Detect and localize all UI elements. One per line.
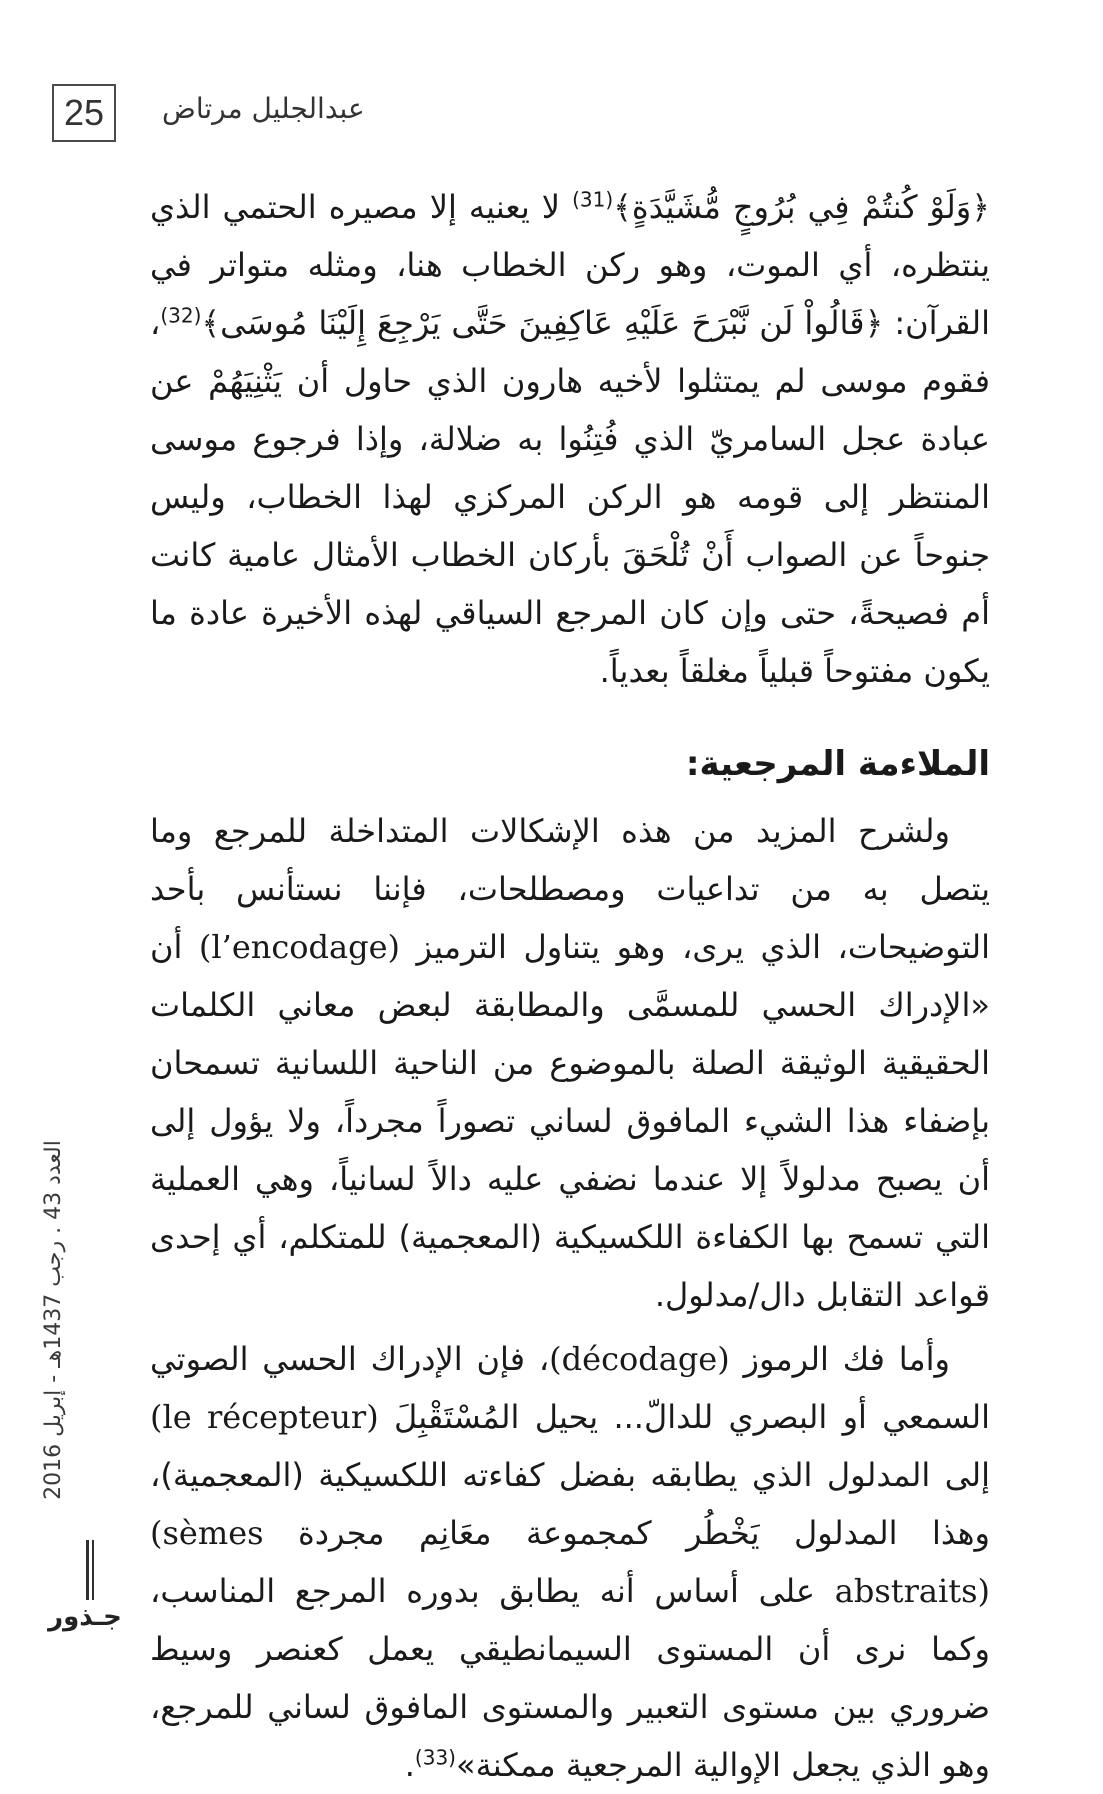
page-number-box	[52, 84, 116, 142]
term-semes-abstraits: (sèmes abstraits)	[150, 1514, 990, 1610]
quran-verse-2: ﴿قَالُواْ لَن نَّبْرَحَ عَلَيْهِ عَاكِفِينَ حَتَّى يَرْجِعَ إِلَيْنَا مُوسَى﴾	[201, 304, 884, 342]
footnote-ref-33: (33)	[414, 1745, 456, 1770]
term-decodage: (décodage)	[549, 1340, 730, 1378]
paragraph-2-text-b: أن «الإدراك الحسي للمسمَّى والمطابقة لبعض معاني الكلمات الحقيقية الوثيقة الصلة بالموضوع من الناحية اللسانية تسمحان بإضفاء هذا الشيء المافوق لساني تصوراً مجرداً، ولا يؤول إلى أن يصبح مدلولاً إلا عندما نضفي عليه دالاً لسانياً، وهي العملية التي تسمح بها الكفاءة اللكسيكية (المعجمية) للمتكلم، أي إحدى قواعد التقابل دال/مدلول.	[150, 928, 990, 1314]
issue-info: العدد 43 . رجب 1437هـ - إبريل 2016	[40, 1140, 66, 1500]
footnote-ref-32: (32)	[160, 303, 202, 328]
paragraph-3-text-a: وأما فك الرموز	[729, 1340, 951, 1378]
paragraph-3-text-d: على أساس أنه يطابق بدوره المرجع المناسب، وكما نرى أن المستوى السيمانطيقي يعمل كعنصر وسيط ضروري بين مستوى التعبير والمستوى المافوق لساني للمرجع، وهو الذي يجعل الإوالية المرجعية ممكنة»	[150, 1572, 990, 1784]
author-name: عبدالجليل مرتاض	[162, 92, 365, 125]
side-divider-thin	[92, 1540, 94, 1600]
footnote-ref-31: (31)	[572, 187, 614, 212]
paragraph-3	[150, 1330, 990, 1794]
article-body	[150, 178, 990, 1794]
paragraph-2	[150, 802, 990, 1324]
paragraph-1	[150, 178, 990, 700]
side-divider	[86, 1540, 89, 1600]
section-heading: الملاءمة المرجعية:	[685, 744, 990, 784]
page-number: 25	[63, 92, 105, 133]
journal-logo: جـذور	[48, 1602, 122, 1632]
paragraph-1-text-b: ، فقوم موسى لم يمتثلوا لأخيه هارون الذي حاول أن يَثْنِيَهُمْ عن عبادة عجل السامريّ الذي فُتِنُوا به ضلالة، وإذا فرجوع موسى المنتظر إلى قومه هو الركن المركزي لهذا الخطاب، وليس جنوحاً عن الصواب أَنْ تُلْحَقَ بأركان الخطاب الأمثال عامية كانت أم فصيحةً، حتى وإن كان المرجع السياقي لهذه الأخيرة عادة ما يكون مفتوحاً قبلياً مغلقاً بعدياً.	[150, 304, 990, 690]
quran-verse-1: ﴿وَلَوْ كُنتُمْ فِي بُرُوجٍ مُّشَيَّدَةٍ﴾	[613, 188, 991, 226]
paragraph-3-end: .	[404, 1746, 415, 1784]
paragraph-2-text-a: ولشرح المزيد من هذه الإشكالات المتداخلة للمرجع وما يتصل به من تداعيات ومصطلحات، فإننا نستأنس بأحد التوضيحات، الذي يرى، وهو يتناول الترميز	[150, 812, 991, 966]
term-recepteur: (le récepteur)	[150, 1398, 379, 1436]
paragraph-3-text-c: إلى المدلول الذي يطابقه بفضل كفاءته اللكسيكية (المعجمية)، وهذا المدلول يَخْطُر كمجموعة معَانِم مجردة	[150, 1456, 990, 1552]
paragraph-1-text-a: لا يعنيه إلا مصيره الحتمي الذي ينتظره، أي الموت، وهو ركن الخطاب هنا، ومثله متواتر في القرآن:	[150, 188, 991, 342]
paragraph-3-text-b: ، فإن الإدراك الحسي الصوتي السمعي أو البصري للدالّ... يحيل المُسْتَقْبِلَ	[150, 1340, 991, 1436]
term-encodage: (l’encodage)	[198, 928, 401, 966]
